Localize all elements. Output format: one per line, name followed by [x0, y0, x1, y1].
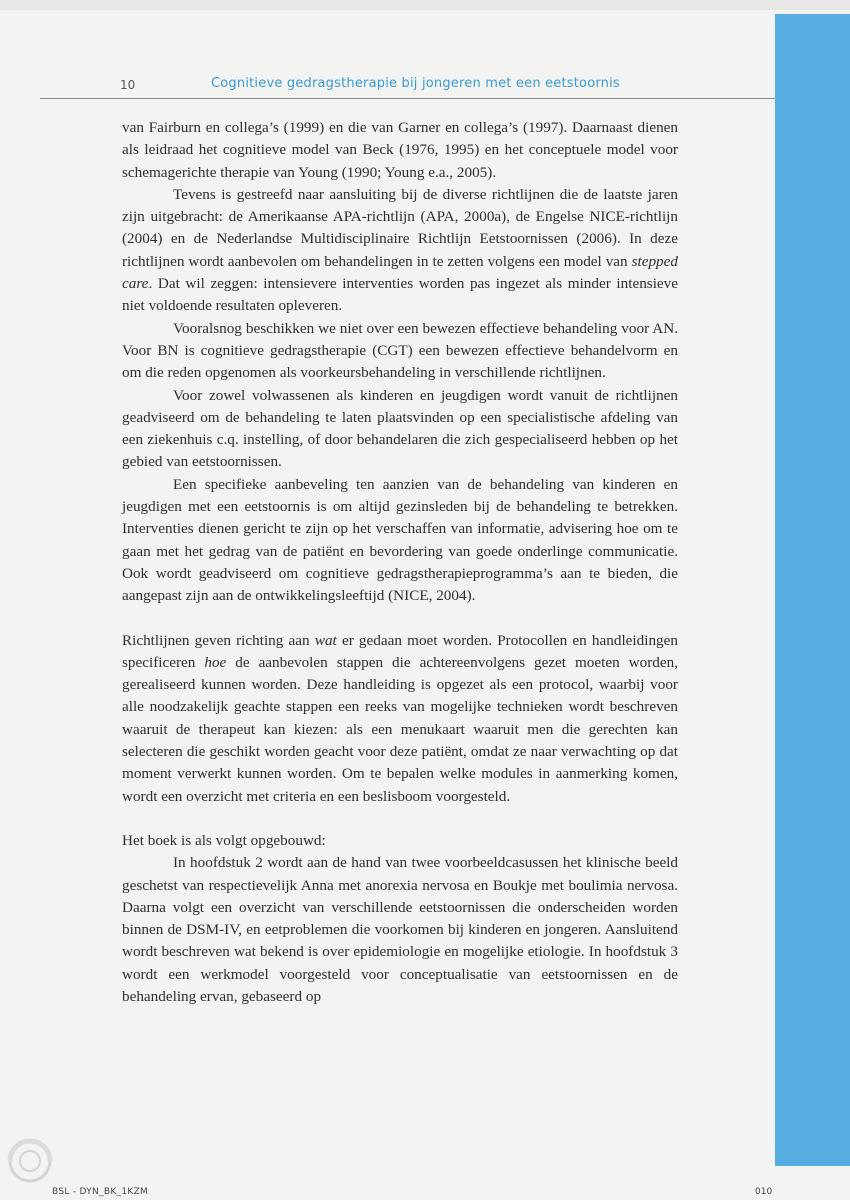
paragraph-5: Een specifieke aanbeveling ten aanzien van de behandeling van kinderen en jeugdigen met een eetstoornis is om altijd gezinsleden bij de behandeling te betrekken. Interventies dienen gericht te zijn op het verschaffen van informatie, advisering hoe om te gaan met het gedrag van de patiënt en bevordering van goede onderlinge communicatie. Ook wordt geadviseerd om cognitieve gedragstherapieprogramma’s aan te bieden, die aangepast zijn aan de ontwikkelingsleeftijd (NICE, 2004). — [122, 475, 678, 605]
paragraph-2-emphasis: stepped care — [122, 252, 678, 293]
body-text — [122, 117, 678, 1008]
paragraph-7: Het boek is als volgt opgebouwd: — [122, 831, 326, 849]
paragraph-4: Voor zowel volwassenen als kinderen en jeugdigen wordt vanuit de richtlijnen geadviseerd om de behandeling te laten plaatsvinden op een specialistische afdeling van een ziekenhuis c.q. instelling, of door behandelaren die zich gespecialiseerd hebben op het gebied van eetstoornissen. — [122, 386, 678, 471]
page-top-edge — [0, 0, 850, 10]
paragraph-6-text-b: er gedaan moet worden. Protocollen en handleidingen specificeren — [122, 631, 678, 671]
header-running-title: Cognitieve gedragstherapie bij jongeren met een eetstoornis — [211, 76, 620, 91]
footer-job-code: BSL - DYN_BK_1KZM — [52, 1187, 149, 1197]
header-page-number: 10 — [120, 78, 136, 92]
paragraph-6-text-a: Richtlijnen geven richting aan — [122, 631, 315, 649]
footer-page-code: 010 — [755, 1187, 773, 1197]
running-header — [40, 72, 775, 99]
paragraph-1: van Fairburn en collega’s (1999) en die van Garner en collega’s (1997). Daarnaast dienen als leidraad het cognitieve model van Beck (1976, 1995) en het conceptuele model voor schemagerichte therapie van Young (1990; Young e.a., 2005). — [122, 119, 678, 181]
paragraph-2-text-a: Tevens is gestreefd naar aansluiting bij de diverse richtlijnen die de laatste jaren zijn uitgebracht: de Amerikaanse APA-richtlijn (APA, 2000a), de Engelse NICE-richtlijn (2004) en de Nederlandse Multidisciplinaire Richtlijn Eetstoornissen (2006). In deze richtlijnen wordt aanbevolen om behandelingen in te zetten volgens een model van — [122, 185, 678, 270]
paragraph-6 — [122, 630, 678, 808]
paragraph-6-emphasis-hoe: hoe — [204, 653, 227, 671]
paragraph-2-text-b: . Dat wil zeggen: intensievere interventies worden pas ingezet als minder intensieve niet voldoende resultaten opleveren. — [122, 275, 678, 315]
accent-side-bar — [775, 14, 850, 1166]
paragraph-6-text-c: de aanbevolen stappen die achtereenvolgens gezet moeten worden, gerealiseerd kunnen worden. Deze handleiding is opgezet als een protocol, waarbij voor alle noodzakelijk geachte stappen een reeks van mogelijke technieken wordt beschreven waaruit de therapeut kan kiezen: als een menukaart waaruit men die gerechten kan selecteren die geschikt worden geacht voor deze patiënt, omdat ze naar verwachting op dat moment verwerkt kunnen worden. Om te bepalen welke modules in aanmerking komen, wordt een overzicht met criteria en een beslisboom voorgesteld. — [122, 653, 679, 805]
paragraph-6-emphasis-wat: wat — [314, 631, 337, 649]
bol-com-watermark-icon — [4, 1135, 56, 1187]
paragraph-3: Vooralsnog beschikken we niet over een bewezen effectieve behandeling voor AN. Voor BN is cognitieve gedragstherapie (CGT) een bewezen effectieve behandelvorm en om die reden opgenomen als voorkeursbehandeling in verschillende richtlijnen. — [122, 319, 678, 382]
paragraph-8: In hoofdstuk 2 wordt aan de hand van twee voorbeeldcasussen het klinische beeld geschetst van respectievelijk Anna met anorexia nervosa en Boukje met boulimia nervosa. Daarna volgt een overzicht van verschillende eetstoornissen die onderscheiden worden binnen de DSM-IV, en eetproblemen die voorkomen bij kinderen en jongeren. Aansluitend wordt beschreven wat bekend is over epidemiologie en mogelijke etiologie. In hoofdstuk 3 wordt een werkmodel voorgesteld voor conceptualisatie van eetstoornissen en de behandeling ervan, gebaseerd op — [122, 854, 678, 1005]
paragraph-2 — [122, 184, 678, 318]
